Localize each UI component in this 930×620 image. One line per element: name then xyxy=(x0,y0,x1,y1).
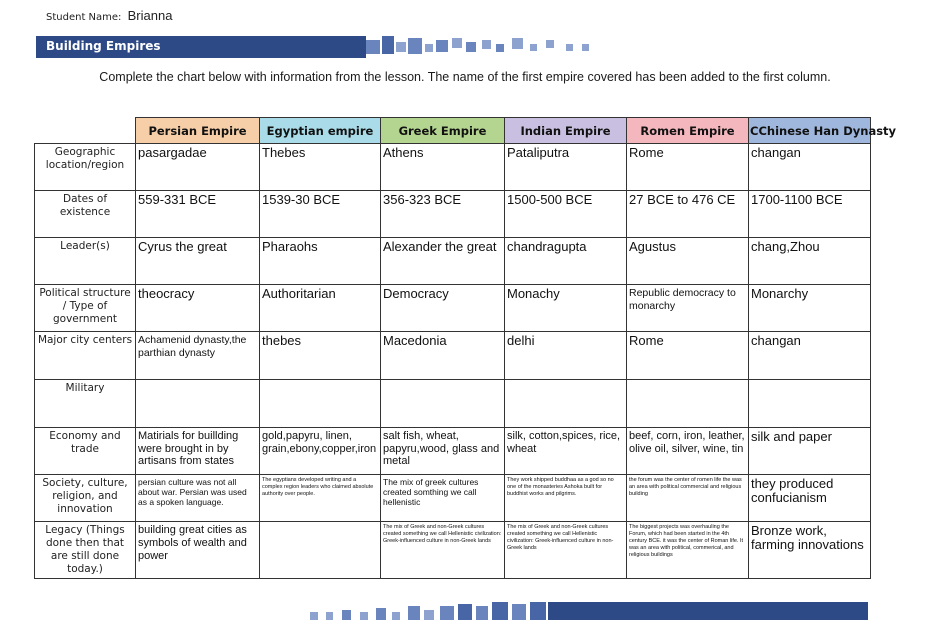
table-cell[interactable] xyxy=(749,380,871,428)
table-cell[interactable]: The mix of greek cultures created somthing we call hellenistic xyxy=(381,475,505,522)
table-cell[interactable] xyxy=(136,380,260,428)
table-cell[interactable]: delhi xyxy=(505,332,627,380)
table-cell[interactable]: theocracy xyxy=(136,285,260,332)
table-cell[interactable]: gold,papyru, linen, grain,ebony,copper,iron xyxy=(260,428,381,475)
table-cell[interactable]: they produced confucianism xyxy=(749,475,871,522)
table-cell[interactable]: Alexander the great xyxy=(381,238,505,285)
table-cell[interactable]: The mix of Greek and non-Greek cultures created something we call Hellenistic civilization: Greek-influenced culture in non-Greek lands xyxy=(505,522,627,579)
table-cell[interactable]: Pataliputra xyxy=(505,144,627,191)
table-row xyxy=(35,238,871,285)
table-cell[interactable]: Authoritarian xyxy=(260,285,381,332)
table-cell[interactable]: Matirials for buillding were brought in by artisans from states xyxy=(136,428,260,475)
table-cell[interactable]: Achamenid dynasty,the parthian dynasty xyxy=(136,332,260,380)
table-cell[interactable] xyxy=(627,380,749,428)
header-corner xyxy=(35,118,136,144)
header-persian: Persian Empire xyxy=(136,118,260,144)
header-chinese: CChinese Han Dynasty xyxy=(749,118,871,144)
table-cell[interactable]: pasargadae xyxy=(136,144,260,191)
row-label-cities: Major city centers xyxy=(35,332,136,380)
table-cell[interactable]: They work shipped buddhaa as a god so no one of the monasteries Ashoka built for buddhist works and pilgrims. xyxy=(505,475,627,522)
table-cell[interactable]: chandragupta xyxy=(505,238,627,285)
table-cell[interactable]: 27 BCE to 476 CE xyxy=(627,191,749,238)
table-cell[interactable]: Thebes xyxy=(260,144,381,191)
table-cell[interactable]: silk and paper xyxy=(749,428,871,475)
student-name-line xyxy=(46,8,172,23)
table-cell[interactable]: salt fish, wheat, papyru,wood, glass and metal xyxy=(381,428,505,475)
table-row xyxy=(35,380,871,428)
header-roman: Romen Empire xyxy=(627,118,749,144)
row-label-economy: Economy and trade xyxy=(35,428,136,475)
table-row xyxy=(35,475,871,522)
table-row xyxy=(35,191,871,238)
banner-title: Building Empires xyxy=(46,39,161,53)
table-cell[interactable]: persian culture was not all about war. Persian was used as a spoken language. xyxy=(136,475,260,522)
row-label-military: Military xyxy=(35,380,136,428)
table-cell[interactable] xyxy=(381,380,505,428)
table-cell[interactable] xyxy=(260,522,381,579)
table-row xyxy=(35,285,871,332)
row-label-legacy: Legacy (Things done then that are still done today.) xyxy=(35,522,136,579)
table-cell[interactable]: Cyrus the great xyxy=(136,238,260,285)
table-cell[interactable]: Rome xyxy=(627,144,749,191)
row-label-political: Political structure / Type of government xyxy=(35,285,136,332)
row-label-society: Society, culture, religion, and innovation xyxy=(35,475,136,522)
table-cell[interactable]: Republic democracy to monarchy xyxy=(627,285,749,332)
table-cell[interactable]: Agustus xyxy=(627,238,749,285)
student-name-value: Brianna xyxy=(127,8,173,23)
table-cell[interactable]: thebes xyxy=(260,332,381,380)
table-cell[interactable]: Macedonia xyxy=(381,332,505,380)
row-label-dates: Dates of existence xyxy=(35,191,136,238)
row-label-geography: Geographic location/region xyxy=(35,144,136,191)
table-cell[interactable]: The mix of Greek and non-Greek cultures created something we call Hellenistic civilization: Greek-influenced culture in non-Greek lands xyxy=(381,522,505,579)
header-egyptian: Egyptian empire xyxy=(260,118,381,144)
table-cell[interactable]: 1700-1100 BCE xyxy=(749,191,871,238)
table-cell[interactable]: Athens xyxy=(381,144,505,191)
header-indian: Indian Empire xyxy=(505,118,627,144)
table-cell[interactable]: the forum was the center of romen life the was an area with political commercial and religious building xyxy=(627,475,749,522)
table-cell[interactable]: Pharaohs xyxy=(260,238,381,285)
table-row xyxy=(35,332,871,380)
table-cell[interactable]: chang,Zhou xyxy=(749,238,871,285)
table-row xyxy=(35,428,871,475)
table-cell[interactable]: beef, corn, iron, leather, olive oil, silver, wine, tin xyxy=(627,428,749,475)
instructions-text: Complete the chart below with information from the lesson. The name of the first empire covered has been added to the first column. xyxy=(99,70,831,84)
table-cell[interactable]: Monachy xyxy=(505,285,627,332)
table-cell[interactable]: changan xyxy=(749,144,871,191)
table-cell[interactable]: 559-331 BCE xyxy=(136,191,260,238)
table-cell[interactable]: Democracy xyxy=(381,285,505,332)
table-cell[interactable]: changan xyxy=(749,332,871,380)
table-cell[interactable]: 1500-500 BCE xyxy=(505,191,627,238)
table-cell[interactable]: Monarchy xyxy=(749,285,871,332)
table-row xyxy=(35,144,871,191)
table-cell[interactable]: 1539-30 BCE xyxy=(260,191,381,238)
table-cell[interactable]: Rome xyxy=(627,332,749,380)
row-label-leaders: Leader(s) xyxy=(35,238,136,285)
table-cell[interactable]: 356-323 BCE xyxy=(381,191,505,238)
table-cell[interactable]: The biggest projects was overhauling the Forum, which had been started in the 4th century BCE. it was the center of Roman life. It was an area with political, commerical, and religious buildings xyxy=(627,522,749,579)
table-cell[interactable] xyxy=(505,380,627,428)
table-cell[interactable]: building great cities as symbols of wealth and power xyxy=(136,522,260,579)
table-cell[interactable] xyxy=(260,380,381,428)
student-name-label: Student Name: xyxy=(46,12,122,23)
table-row xyxy=(35,522,871,579)
table-cell[interactable]: The egyptians developed writing and a complex region leaders who claimed absolute authority over people. xyxy=(260,475,381,522)
header-greek: Greek Empire xyxy=(381,118,505,144)
table-cell[interactable]: Bronze work, farming innovations xyxy=(749,522,871,579)
table-cell[interactable]: silk, cotton,spices, rice, wheat xyxy=(505,428,627,475)
empires-chart xyxy=(34,117,897,579)
